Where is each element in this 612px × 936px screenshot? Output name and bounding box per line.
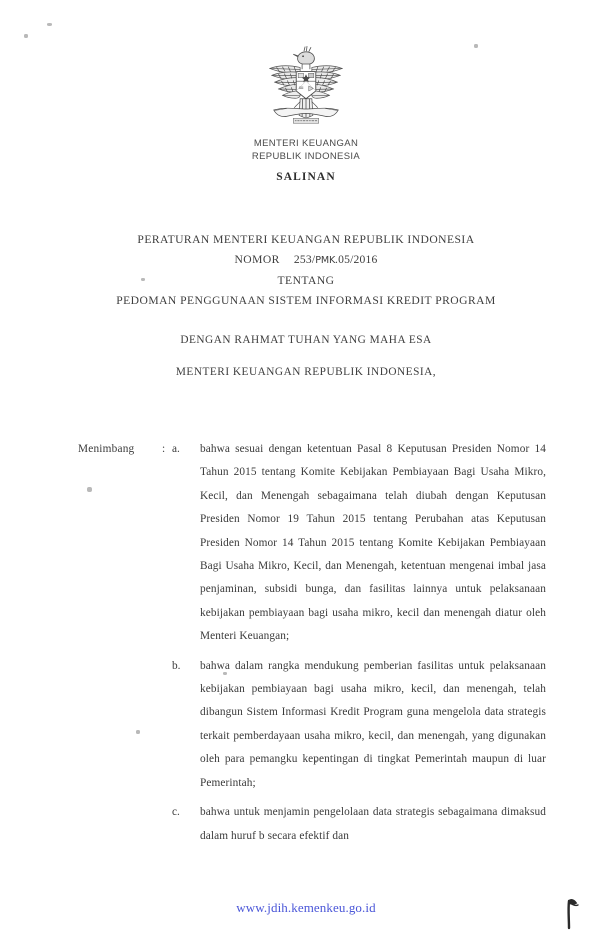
considering-item-a — [78, 438, 546, 649]
item-text-c: bahwa untuk menjamin pengelolaan data strategis sebagaimana dimaksud dalam huruf b secara efektif dan — [200, 806, 546, 842]
nomor-value-prefix: 253/ — [293, 253, 316, 266]
nomor-row — [234, 250, 377, 271]
item-marker-b: b. — [172, 659, 181, 672]
document-header — [0, 44, 612, 183]
title-regulation-name: PERATURAN MENTERI KEUANGAN REPUBLIK INDONESIA — [137, 233, 475, 246]
title-subject: PEDOMAN PENGGUNAAN SISTEM INFORMASI KREDIT PROGRAM — [116, 294, 496, 307]
copy-mark-salinan: SALINAN — [276, 171, 336, 183]
scan-speck — [24, 34, 28, 38]
item-marker-a: a. — [172, 443, 180, 455]
nomor-label: NOMOR — [234, 253, 280, 266]
nomor-value-pmk: PMK — [315, 255, 336, 266]
considering-item-b — [78, 655, 546, 795]
considering-section — [78, 438, 546, 848]
considering-colon: : — [162, 443, 166, 455]
item-text-b: bahwa dalam rangka mendukung pemberian fasilitas untuk pelaksanaan kebijakan pembiayaan bagi usaha mikro, kecil, dan menengah, telah dibangun Sistem Informasi Kredit Program guna mengelola data strategis terkait pemberdayaan usaha mikro, kecil, dan menengah, yang digunakan oleh para pemangku kepentingan di tingkat Pemerintah maupun di luar Pemerintah; — [200, 659, 546, 789]
preamble-block — [0, 334, 612, 378]
handwritten-paraph-mark — [561, 897, 583, 931]
agency-line-ministry: MENTERI KEUANGAN — [253, 138, 359, 149]
garuda-pancasila-emblem — [257, 44, 355, 132]
scan-speck — [47, 23, 52, 26]
preamble-issuer: MENTERI KEUANGAN REPUBLIK INDONESIA, — [175, 366, 437, 378]
title-number-row — [0, 250, 612, 271]
footer-url-link[interactable]: www.jdih.kemenkeu.go.id — [236, 900, 376, 915]
considering-label: Menimbang — [78, 443, 135, 455]
item-marker-c: c. — [172, 806, 180, 819]
regulation-title-block — [0, 230, 612, 311]
nomor-value — [294, 253, 378, 266]
preamble-invocation: DENGAN RAHMAT TUHAN YANG MAHA ESA — [180, 334, 432, 346]
agency-name-block — [0, 138, 612, 163]
nomor-value-suffix: .05/2016 — [335, 253, 378, 266]
agency-line-republic: REPUBLIK INDONESIA — [251, 150, 361, 162]
item-text-a: bahwa sesuai dengan ketentuan Pasal 8 Keputusan Presiden Nomor 14 Tahun 2015 tentang Komite Kebijakan Pembiayaan Bagi Usaha Mikro, Kecil, dan Menengah sebagaimana telah diubah dengan Keputusan Presiden Nomor 19 Tahun 2015 tentang Perubahan atas Keputusan Presiden Nomor 14 Tahun 2015 tentang Komite Kebijakan Pembiayaan Bagi Usaha Mikro, Kecil, dan Menengah, ketentuan mengenai imbal jasa penjaminan, subsidi bunga, dan fasilitas lainnya untuk pelaksanaan kebijakan pembiayaan bagi usaha mikro, kecil dan menengah diatur oleh Menteri Keuangan; — [200, 443, 546, 643]
considering-item-c — [78, 801, 546, 848]
title-tentang: TENTANG — [277, 274, 335, 287]
preamble-spacer — [0, 346, 612, 366]
